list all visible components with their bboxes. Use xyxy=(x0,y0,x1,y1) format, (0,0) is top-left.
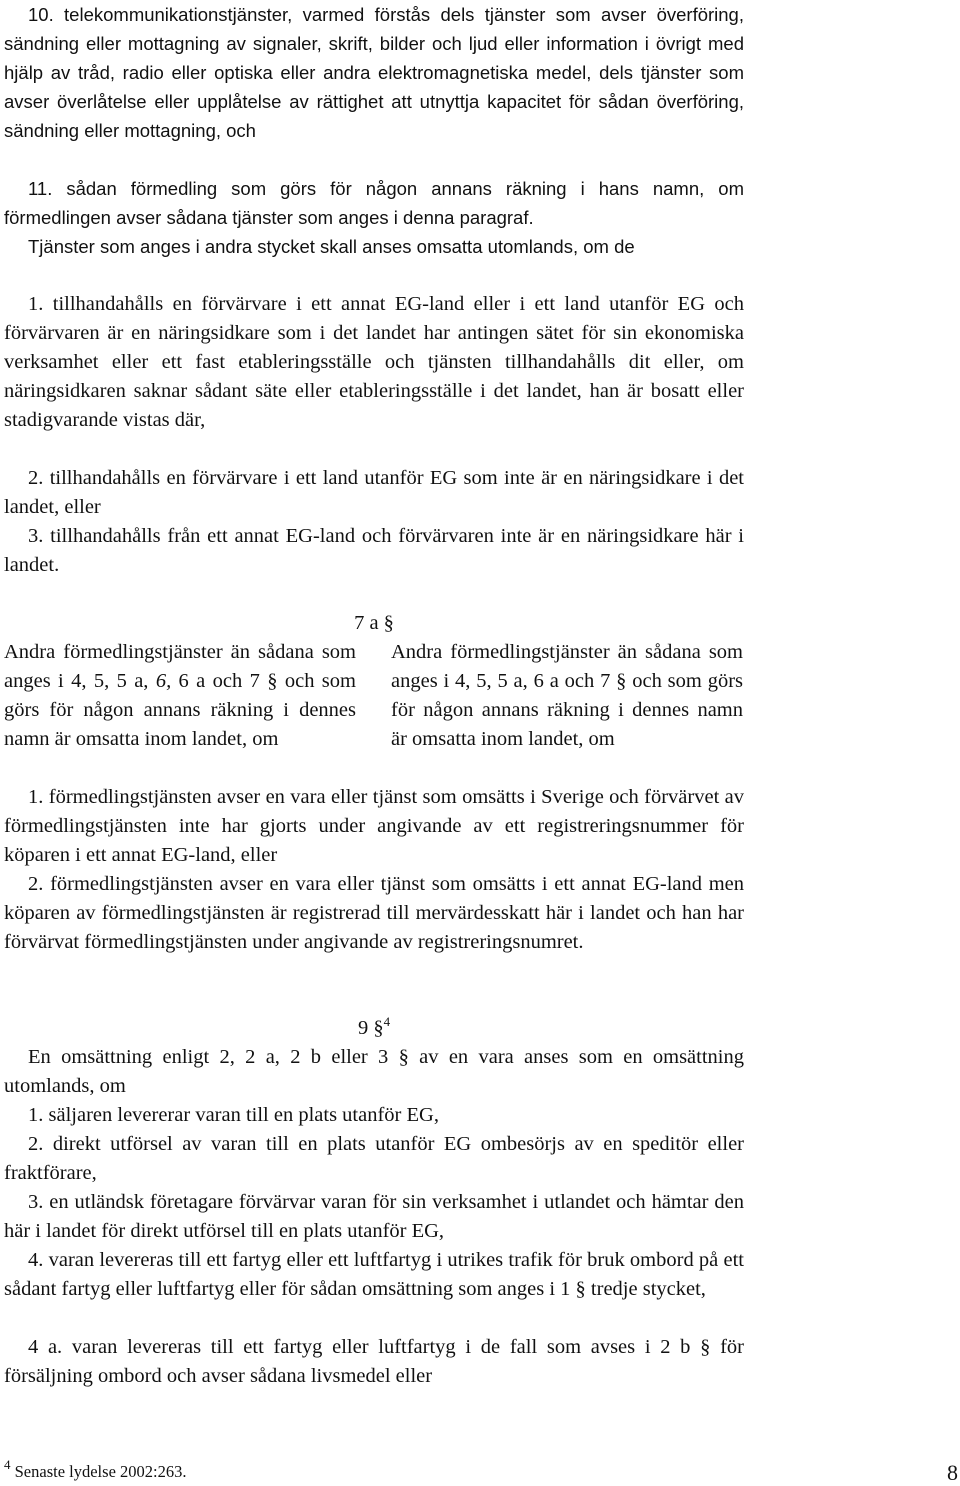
footnote-text: Senaste lydelse 2002:263. xyxy=(14,1462,187,1481)
left-column-italic-6: 6, xyxy=(155,670,172,692)
section-9-item-1: 1. säljaren levererar varan till en plats utanför EG, xyxy=(28,1104,439,1126)
section-9-item-4a: 4 a. varan levereras till ett fartyg eller luftfartyg i de fall som avses i 2 b § för försäljning ombord och avser sådana livsmedel eller xyxy=(4,1336,744,1387)
section-7a-left-column xyxy=(4,638,356,754)
paragraph-item-11: 11. sådan förmedling som görs för någon annans räkning i hans namn, om förmedlingen avser sådana tjänster som anges i denna paragraf. xyxy=(4,178,744,228)
footnote xyxy=(4,1457,187,1483)
section-7a-item-1: 1. förmedlingstjänsten avser en vara eller tjänst som omsätts i Sverige och förvärvet av förmedlingstjänsten inte har gjorts under angivande av ett registreringsnummer för köparen i ett annat EG-land, eller xyxy=(4,786,744,866)
section-9-item-3: 3. en utländsk företagare förvärvar varan för sin verksamhet i utlandet och hämtar den här i landet för direkt utförsel till en plats utanför EG, xyxy=(4,1191,744,1242)
section-7a-item-2: 2. förmedlingstjänsten avser en vara eller tjänst som omsätts i ett annat EG-land men köparen av förmedlingstjänsten är registrerad till mervärdesskatt här i landet och han har förvärvat förmedlingstjänsten under angivande av registreringsnumret. xyxy=(4,873,744,953)
paragraph-item-1: 1. tillhandahålls en förvärvare i ett annat EG-land eller i ett land utanför EG och förvärvaren är en näringsidkare som i det landet har antingen sätet för sin ekonomiska verksamhet eller ett fast etableringsställe och tjänsten tillhandahålls dit eller, om näringsidkaren saknar sådant säte eller etableringsställe i det landet, han är bosatt eller stadigvarande vistas där, xyxy=(4,293,744,431)
section-9-item-2: 2. direkt utförsel av varan till en plats utanför EG ombesörjs av en speditör eller fraktförare, xyxy=(4,1133,744,1184)
paragraph-item-10: 10. telekommunikationstjänster, varmed förstås dels tjänster som avser överföring, sändning eller mottagning av signaler, skrift, bilder och ljud eller information i övrigt med hjälp av tråd, radio eller optiska eller andra elektromagnetiska medel, dels tjänster som avser överlåtelse eller upplåtelse av rättighet att utnyttja kapacitet för sådan överföring, sändning eller mottagning, och xyxy=(4,4,744,141)
page-number: 8 xyxy=(947,1460,958,1485)
left-column-part-1: Andra förmedlingstjänster än sådana som anges i 4, 5, 5 a, xyxy=(4,641,356,692)
left-column-part-2: 6 a och 7 § och som görs för någon annans räkning i dennes namn är omsatta inom landet, om xyxy=(4,670,356,750)
paragraph-item-2: 2. tillhandahålls en förvärvare i ett land utanför EG som inte är en näringsidkare i det landet, eller xyxy=(4,467,744,518)
section-9-heading-text: 9 § xyxy=(357,1017,384,1039)
footnote-marker: 4 xyxy=(4,1457,11,1472)
paragraph-services-abroad: Tjänster som anges i andra stycket skall anses omsatta utomlands, om de xyxy=(28,236,635,257)
section-9-item-4: 4. varan levereras till ett fartyg eller ett luftfartyg i utrikes trafik för bruk ombord på ett sådant fartyg eller luftfartyg eller för sådan omsättning som anges i 1 § tredje stycket, xyxy=(4,1249,744,1300)
section-7a-right-column: Andra förmedlingstjänster än sådana som anges i 4, 5, 5 a, 6 a och 7 § och som görs för någon annans räkning i dennes namn är omsatta inom landet, om xyxy=(391,641,743,750)
footnote-reference: 4 xyxy=(383,1014,391,1029)
section-9-heading xyxy=(4,1014,744,1043)
paragraph-item-3: 3. tillhandahålls från ett annat EG-land och förvärvaren inte är en näringsidkare här i landet. xyxy=(4,525,744,576)
section-9-intro: En omsättning enligt 2, 2 a, 2 b eller 3 § av en vara anses som en omsättning utomlands, om xyxy=(4,1046,744,1097)
section-7a-heading: 7 a § xyxy=(354,612,394,634)
